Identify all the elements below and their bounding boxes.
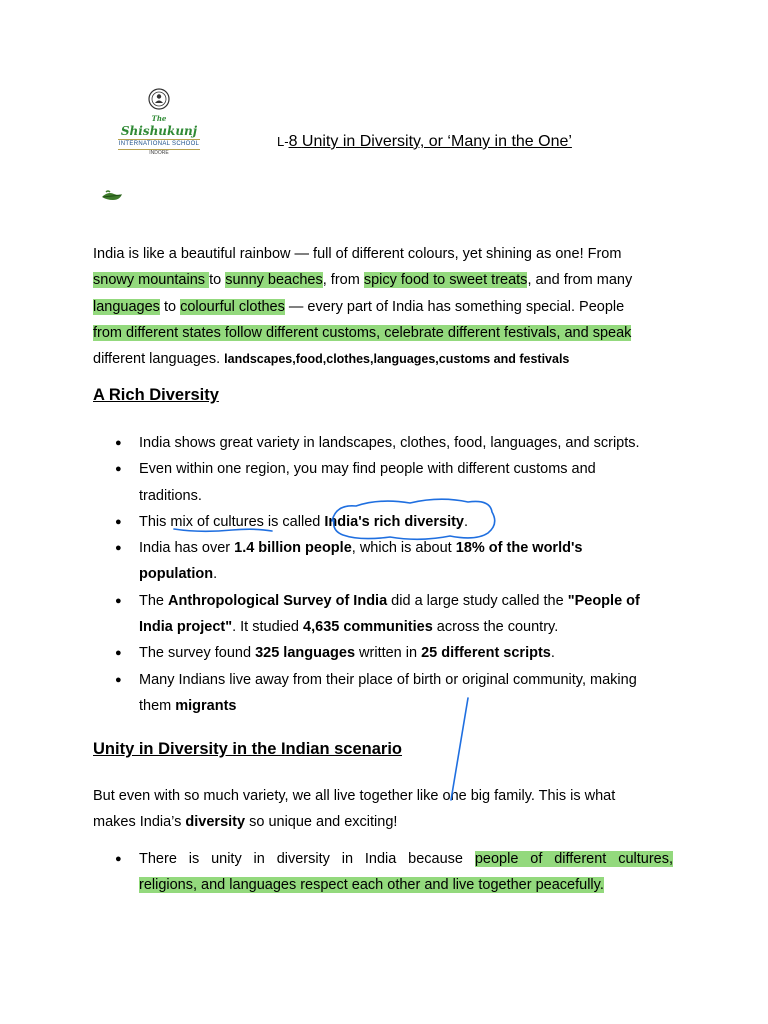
- logo-subtitle: INTERNATIONAL SCHOOL: [118, 139, 200, 150]
- intro-line: from different states follow different customs, celebrate different festivals, and speak: [93, 324, 632, 341]
- unity-list: [93, 846, 673, 899]
- paragraph-line: makes India’s diversity so unique and exciting!: [93, 814, 398, 831]
- list-item: ● India has over 1.4 billion people, which is about 18% of the world's population.: [93, 535, 640, 588]
- keywords-note: landscapes,food,clothes,languages,customs and festivals: [224, 352, 570, 367]
- section-heading-unity-in-diversity: Unity in Diversity in the Indian scenario: [93, 740, 402, 758]
- intro-line: snowy mountains to sunny beaches, from spicy food to sweet treats, and from many: [93, 272, 633, 289]
- intro-line: languages to colourful clothes — every part of India has something special. People: [93, 298, 625, 315]
- list-item: ● The Anthropological Survey of India did a large study called the "People of India project". It studied 4,635 communities across the country.: [93, 588, 640, 641]
- logo-city: INDORE: [149, 150, 169, 156]
- list-item: ● There is unity in diversity in India because people of different cultures, religions, and languages respect each other and live together peacefully.: [93, 846, 673, 899]
- list-item: ● Many Indians live away from their place of birth or original community, making them migrants: [93, 667, 640, 720]
- rich-diversity-list: [93, 430, 640, 719]
- page-title: L-8 Unity in Diversity, or ‘Many in the One’: [277, 133, 572, 150]
- logo-name: The Shishukunj: [120, 114, 198, 138]
- school-logo: [112, 88, 206, 156]
- list-item: ● Even within one region, you may find people with different customs and traditions.: [93, 456, 640, 509]
- list-item: ● India shows great variety in landscapes, clothes, food, languages, and scripts.: [93, 430, 640, 456]
- school-emblem-icon: [148, 88, 170, 110]
- intro-paragraph: [93, 241, 632, 372]
- list-item: ● The survey found 325 languages written in 25 different scripts.: [93, 640, 640, 666]
- intro-line: India is like a beautiful rainbow — full of different colours, yet shining as one! From: [93, 246, 622, 262]
- section-heading-rich-diversity: A Rich Diversity: [93, 386, 219, 404]
- intro-line: different languages. landscapes,food,clothes,languages,customs and festivals: [93, 351, 570, 368]
- list-item: ● This mix of cultures is called India's rich diversity.: [93, 509, 640, 535]
- paragraph-line: But even with so much variety, we all live together like one big family. This is what: [93, 788, 616, 804]
- unity-paragraph: [93, 783, 615, 836]
- leaf-doodle-icon: [100, 188, 124, 209]
